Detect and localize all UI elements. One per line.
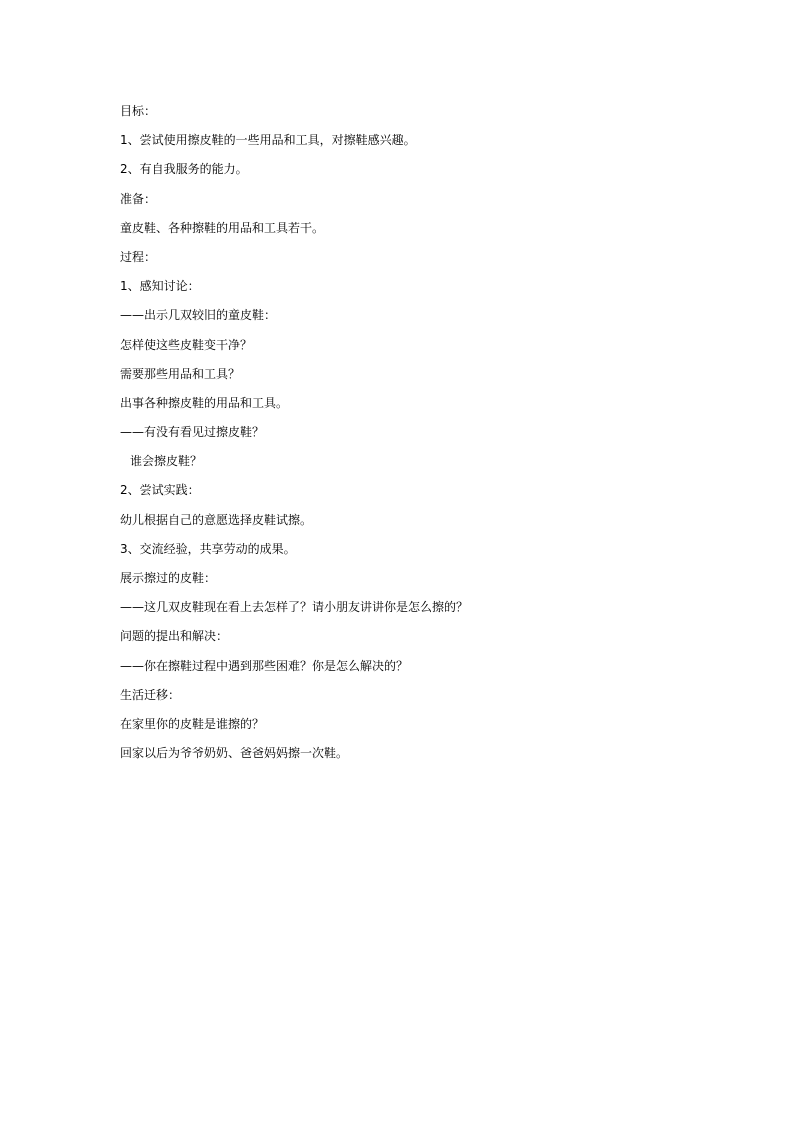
paragraph-line: 回家以后为爷爷奶奶、爸爸妈妈擦一次鞋。 <box>120 746 349 761</box>
goal-item-2: 2、有自我服务的能力。 <box>120 162 248 177</box>
paragraph-line: ——有没有看见过擦皮鞋？ <box>120 425 265 440</box>
process-step-2: 2、尝试实践： <box>120 483 200 498</box>
paragraph-line: 问题的提出和解决： <box>120 629 229 644</box>
paragraph-line: ——这几双皮鞋现在看上去怎样了？请小朋友讲讲你是怎么擦的？ <box>120 600 469 615</box>
paragraph-line: 展示擦过的皮鞋： <box>120 571 217 585</box>
process-step-3: 3、交流经验，共享劳动的成果。 <box>120 541 296 556</box>
process-step-1: 1、感知讨论： <box>120 279 200 294</box>
paragraph-line: 怎样使这些皮鞋变干净？ <box>120 337 253 352</box>
goal-item-1: 1、尝试使用擦皮鞋的一些用品和工具，对擦鞋感兴趣。 <box>120 133 416 148</box>
paragraph-line: ——你在擦鞋过程中遇到那些困难？你是怎么解决的？ <box>120 658 409 673</box>
preparation-text: 童皮鞋、各种擦鞋的用品和工具若干。 <box>120 220 325 235</box>
paragraph-line: 需要那些用品和工具？ <box>120 366 241 381</box>
paragraph-line: 幼儿根据自己的意愿选择皮鞋试擦。 <box>120 512 313 527</box>
paragraph-line: 谁会擦皮鞋？ <box>130 454 203 469</box>
paragraph-line: ——出示几双较旧的童皮鞋： <box>120 308 277 323</box>
heading-preparation: 准备： <box>120 191 157 206</box>
document-body <box>120 101 680 772</box>
paragraph-line: 出事各种擦皮鞋的用品和工具。 <box>120 395 289 410</box>
paragraph-line: 生活迁移： <box>120 687 181 702</box>
heading-goals: 目标： <box>120 104 157 118</box>
paragraph-line: 在家里你的皮鞋是谁擦的？ <box>120 716 265 731</box>
heading-process: 过程： <box>120 249 157 264</box>
